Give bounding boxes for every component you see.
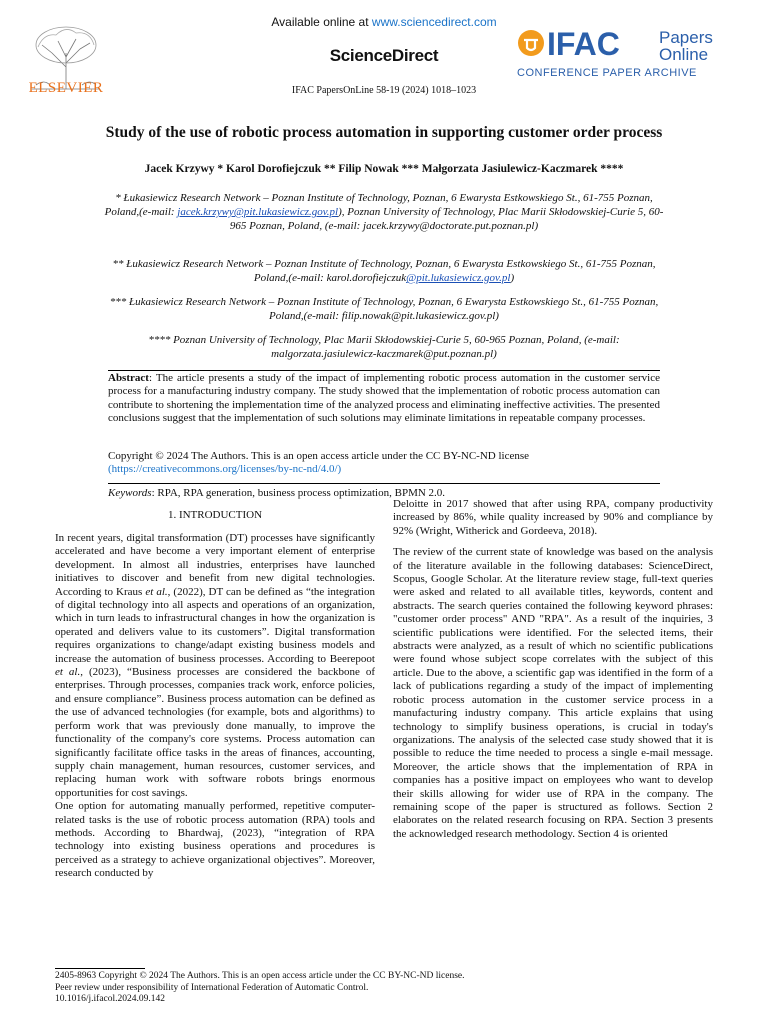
affiliation-4: **** Poznan University of Technology, Plac Marii Skłodowskiej-Curie 5, 60-965 Poznan, Poland, (e-mail: malgorzata.jasiulewicz-kaczmarek@put.poznan.pl) (148, 334, 620, 360)
intro-paragraph-3: Deloitte in 2017 showed that after using RPA, company productivity increased by 86%, while quality increased by 90% and compliance by 92% (Wright, Witherick and Gordeeva, 2018). (393, 498, 713, 537)
ifac-online-text: Online (659, 45, 709, 64)
abstract (108, 372, 660, 426)
intro-paragraph-1 (55, 532, 375, 800)
affiliation-3: *** Łukasiewicz Research Network – Poznan Institute of Technology, Poznan, 6 Ewarysta Estkowskiego St., 61-755 Poznan, Poland,(e-mail: filip.nowak@pit.lukasiewicz.gov.pl) (109, 296, 659, 322)
footer-issn-line: 2405-8963 Copyright © 2024 The Authors. This is an open access article under the CC BY-NC-ND license. (55, 971, 465, 981)
ifac-logo-text: IFAC (547, 27, 620, 62)
ifac-papers-text: Papers (659, 28, 713, 47)
affiliation-1 (100, 191, 668, 233)
copyright-text: Copyright © 2024 The Authors. This is an open access article under the CC BY-NC-ND license (108, 450, 529, 462)
email-link-krzywy[interactable]: jacek.krzywy@pit.lukasiewicz.gov.pl (177, 206, 339, 218)
affiliation-2-pre: ** Łukasiewicz Research Network – Poznan Institute of Technology, Poznan, 6 Ewarysta Estkowskiego St., 61-755 Poznan, Poland,(e-mail: karol.dorofiejczuk (112, 258, 656, 284)
journal-reference: IFAC PapersOnLine 58-19 (2024) 1018–1023 (291, 85, 477, 96)
abstract-top-rule (108, 370, 660, 371)
intro-p1-etal-2: et al. (55, 666, 81, 679)
sciencedirect-link[interactable]: www.sciencedirect.com (371, 15, 497, 29)
footer-notice (55, 971, 715, 1006)
affiliation-1-post: ), Poznan University of Technology, Plac Marii Skłodowskiej-Curie 5, 60-965 Poznan, Poland, (e-mail: jacek.krzywy@doctorate.put.poznan.pl) (229, 206, 664, 232)
footer-peer-review-line: Peer review under responsibility of International Federation of Automatic Control. (55, 982, 369, 993)
ifac-archive-tagline: CONFERENCE PAPER ARCHIVE (517, 67, 697, 79)
abstract-label: Abstract (108, 372, 149, 384)
intro-p1-part-c: , (2023), “Business processes are considered the backbone of enterprises. Through processes, companies track work, enforce policies, and ensure compliance”. Business process automation can be defined as the use of advanced technologies (for example, bots and algorithms) to perform work that was previously done manually, to improve the functionality of the company's core systems. Process automation can significantly facilitate office tasks in the areas of finances, accounting, supply chain management, human resources, customer services, and replacing human work with software robots brings enormous opportunities for cost savings. (55, 666, 375, 799)
license-link[interactable]: (https://creativecommons.org/licenses/by-nc-nd/4.0/) (108, 463, 342, 476)
abstract-text: : The article presents a study of the impact of implementing robotic process automation in the customer service process for a manufacturing industry company. The study showed that the implementation of robotic process automation can contribute to shortening the implementation time of the analyzed process and eliminating ineffective activities. The presented conclusions suggest that the implementation of such solutions may eliminate limitations in repeatable company processes. (108, 372, 660, 425)
author-list: Jacek Krzywy * Karol Dorofiejczuk ** Filip Nowak *** Małgorzata Jasiulewicz-Kaczmarek **** (144, 163, 624, 175)
intro-p1-etal: et al. (145, 585, 168, 598)
intro-paragraph-2: One option for automating manually performed, repetitive computer-related tasks is the use of robotic process automation (RPA) tools and methods. According to Bhardwaj, (2023), “integration of RPA technology into existing business operations and procedures is perceived as a strategy to achieve organizational objectives”. Moreover, research conducted by (55, 800, 375, 880)
intro-p1-part-b: , (2022), DT can be defined as “the integration of digital technology into all aspects and operations of an organization, which in turn leads to infrastructural changes in how the organization is operated and delivers value to its customers”. Digital transformation requires organizations to change/adapt existing business models and increase the automation of business processes. According to Beerepoot (55, 585, 375, 665)
intro-paragraph-4: The review of the current state of knowledge was based on the analysis of the literature available in the following databases: ScienceDirect, Scopus, Google Scholar. At the literature review stage, full-text queries were asked and related to all available titles, keywords, content and abstracts. The search queries contained the following keyword phrases: "customer order process" AND "RPA". As a result of the inquiries, 3 scientific publications were identified. For the selected items, their abstracts were analyzed, as a result of which no scientific publications were found whose subject scope correlates with the subject of this article. Due to the above, a scientific gap was identified in the form of a lack of publications regarding a study of the impact of implementing robotic process automation in the customer service process in a manufacturing industry company. This article explains that using technology to simplify business operations, is crucial in today's organizations. The analysis of the selected case study showed that it is possible to reduce the time needed to process a single e-mail message. Moreover, the article shows that the implementation of RPA in companies has a positive impact on employees who want to develop their skills allowing for wider use of RPA in the company. The remaining scope of the paper is structured as follows. Section 2 elaborates on the related research focusing on RPA. Section 3 presents the acknowledged research methodology. Section 4 is oriented (393, 546, 713, 840)
footer-doi-line: 10.1016/j.ifacol.2024.09.142 (55, 994, 166, 1004)
right-column (393, 498, 713, 841)
sciencedirect-title: ScienceDirect (329, 46, 439, 65)
elsevier-wordmark: ELSEVIER (28, 80, 104, 96)
section-heading-introduction: 1. INTRODUCTION (167, 509, 263, 521)
affiliation-2-post: ) (510, 272, 515, 284)
keywords-text: : RPA, RPA generation, business process optimization, BPMN 2.0. (151, 487, 446, 499)
abstract-bottom-rule (108, 483, 660, 484)
email-link-dorofiejczuk[interactable]: @pit.lukasiewicz.gov.pl (406, 272, 511, 284)
copyright-notice (108, 450, 660, 477)
keywords-label: Keywords (108, 487, 152, 499)
paper-title: Study of the use of robotic process automation in supporting customer order process (105, 124, 663, 141)
affiliation-1-pre: * Łukasiewicz Research Network – Poznan Institute of Technology, Poznan, 6 Ewarysta Estkowskiego St., 61-755 Poznan, Poland,(e-mail: (104, 192, 653, 218)
affiliation-2 (100, 257, 668, 285)
footer-rule (55, 968, 145, 969)
intro-p1-part-a: In recent years, digital transformation (DT) processes have significantly accelerated and have become a very important element of enterprise development. In almost all industries, enterprises have launched initiatives to discover and benefit from new digital technologies. According to Kraus (55, 532, 375, 598)
left-column (55, 532, 375, 881)
available-prefix: Available online at (271, 15, 372, 29)
